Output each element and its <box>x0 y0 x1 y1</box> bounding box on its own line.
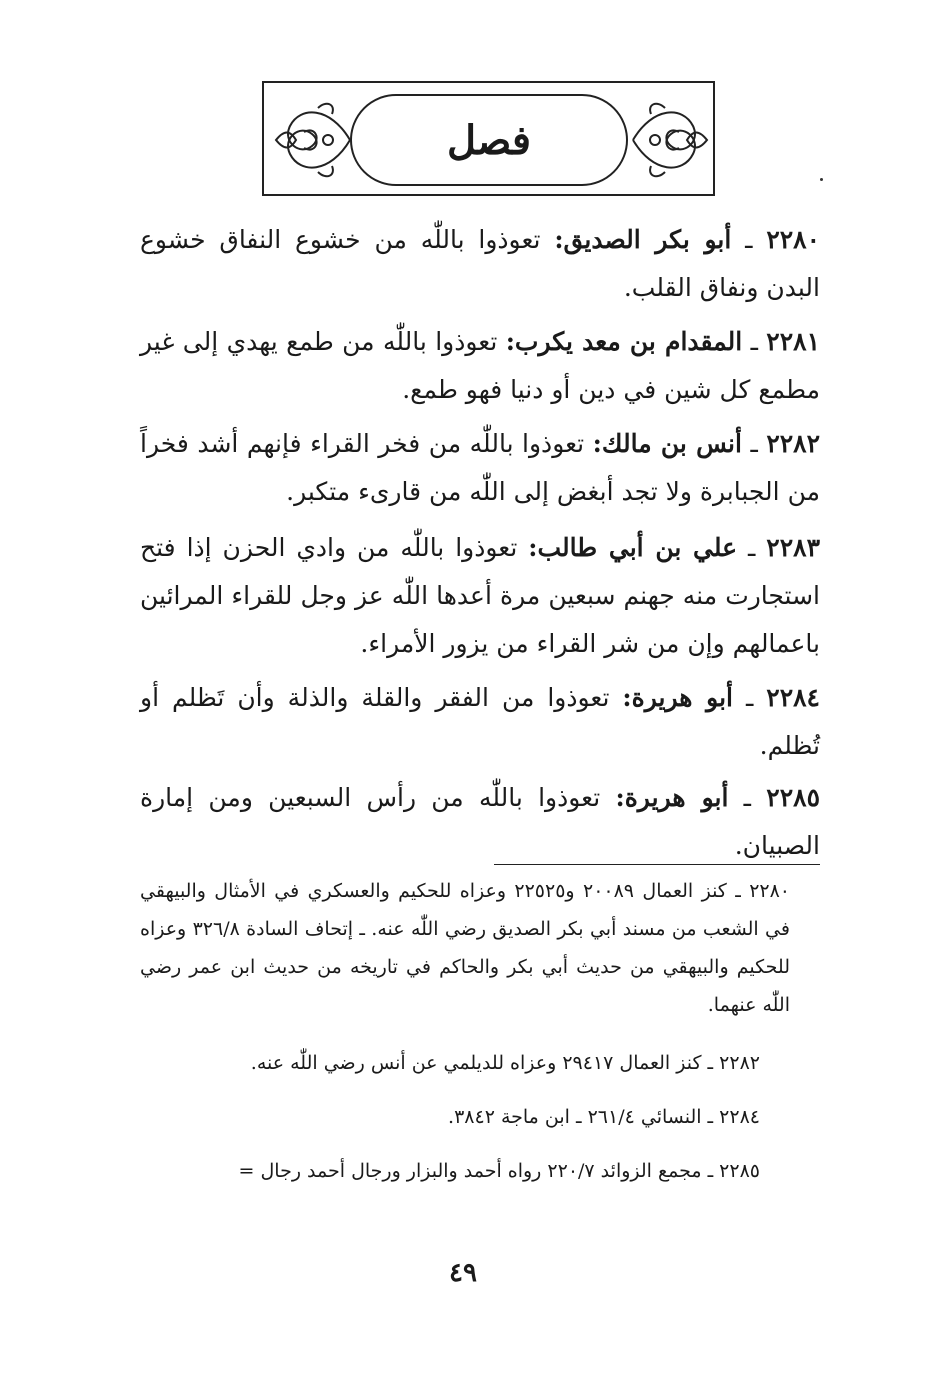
entry-dash: ـ <box>750 429 758 458</box>
entry-name: المقدام بن معد يكرب: <box>505 327 743 356</box>
entry-dash: ـ <box>745 683 754 712</box>
entry-number: ٢٢٨٢ <box>766 429 821 458</box>
entry-2284 <box>140 674 820 770</box>
footnote: ٢٢٨٢ ـ كنز العمال ٢٩٤١٧ وعزاه للديلمي عن أنس رضي اللّٰه عنه. <box>250 1052 760 1074</box>
entry-name: أبو هريرة: <box>615 783 729 812</box>
floral-ornament-right <box>627 96 713 184</box>
entry-2281 <box>140 318 820 414</box>
entry-2282 <box>140 420 820 516</box>
entry-number: ٢٢٨٥ <box>766 783 820 812</box>
heading-cartouche <box>350 94 628 186</box>
entry-text: تعوذوا باللّٰه من وادي الحزن إذا فتح استجارت منه جهنم سبعين مرة أعدها اللّٰه عز وجل للقراء المرائين باعمالهم وإن من شر القراء من يزور الأمراء. <box>140 533 820 658</box>
page-number: ٤٩ <box>449 1258 477 1288</box>
entry-text: تعوذوا باللّٰه من خشوع النفاق خشوع البدن ونفاق القلب. <box>140 225 820 302</box>
entry-dash: ـ <box>750 327 758 356</box>
speck <box>820 178 823 181</box>
entry-number: ٢٢٨٣ <box>766 533 821 562</box>
entry-name: علي بن أبي طالب: <box>528 533 738 562</box>
floral-ornament-left <box>270 96 356 184</box>
entry-2285 <box>140 774 820 870</box>
entry-dash: ـ <box>748 533 756 562</box>
entry-dash: ـ <box>743 783 751 812</box>
entry-name: أبو هريرة: <box>622 683 733 712</box>
entry-2280 <box>140 216 820 312</box>
entry-text: تعوذوا باللّٰه من طمع يهدي إلى غير مطمع كل شين في دين أو دنيا فهو طمع. <box>140 327 820 404</box>
entry-2283 <box>140 524 820 668</box>
entry-text: تعوذوا باللّٰه من فخر القراء فإنهم أشد فخراً من الجبابرة ولا تجد أبغض إلى اللّٰه من قارىء متكبر. <box>140 429 820 506</box>
footnote: ٢٢٨٤ ـ النسائي ٢٦١/٤ ـ ابن ماجة ٣٨٤٢. <box>448 1106 760 1128</box>
entry-number: ٢٢٨٠ <box>766 225 821 254</box>
section-heading: فصل <box>446 116 532 164</box>
entry-name: أنس بن مالك: <box>592 429 742 458</box>
footnote-separator <box>494 864 820 865</box>
footnote: ٢٢٨٥ ـ مجمع الزوائد ٢٢٠/٧ رواه أحمد والبزار ورجال أحمد رجال = <box>238 1160 760 1182</box>
footnote: ٢٢٨٠ ـ كنز العمال ٢٠٠٨٩ و٢٢٥٢٥ وعزاه للحكيم والعسكري في الأمثال والبيهقي في الشعب من مسند أبي بكر الصديق رضي اللّٰه عنه. ـ إتحاف السادة ٣٢٦/٨ وعزاه للحكيم والبيهقي من حديث أبي بكر والحاكم في تاريخه من حديث ابن عمر رضي اللّٰه عنهما. <box>140 880 791 1016</box>
entry-text: تعوذوا من الفقر والقلة والذلة وأن تَظلم أو تُظلم. <box>140 683 820 760</box>
entry-number: ٢٢٨٤ <box>766 683 820 712</box>
entry-text: تعوذوا باللّٰه من رأس السبعين ومن إمارة الصبيان. <box>140 783 820 860</box>
entry-name: أبو بكر الصديق: <box>554 225 732 254</box>
entry-number: ٢٢٨١ <box>766 327 821 356</box>
entry-dash: ـ <box>745 225 753 254</box>
